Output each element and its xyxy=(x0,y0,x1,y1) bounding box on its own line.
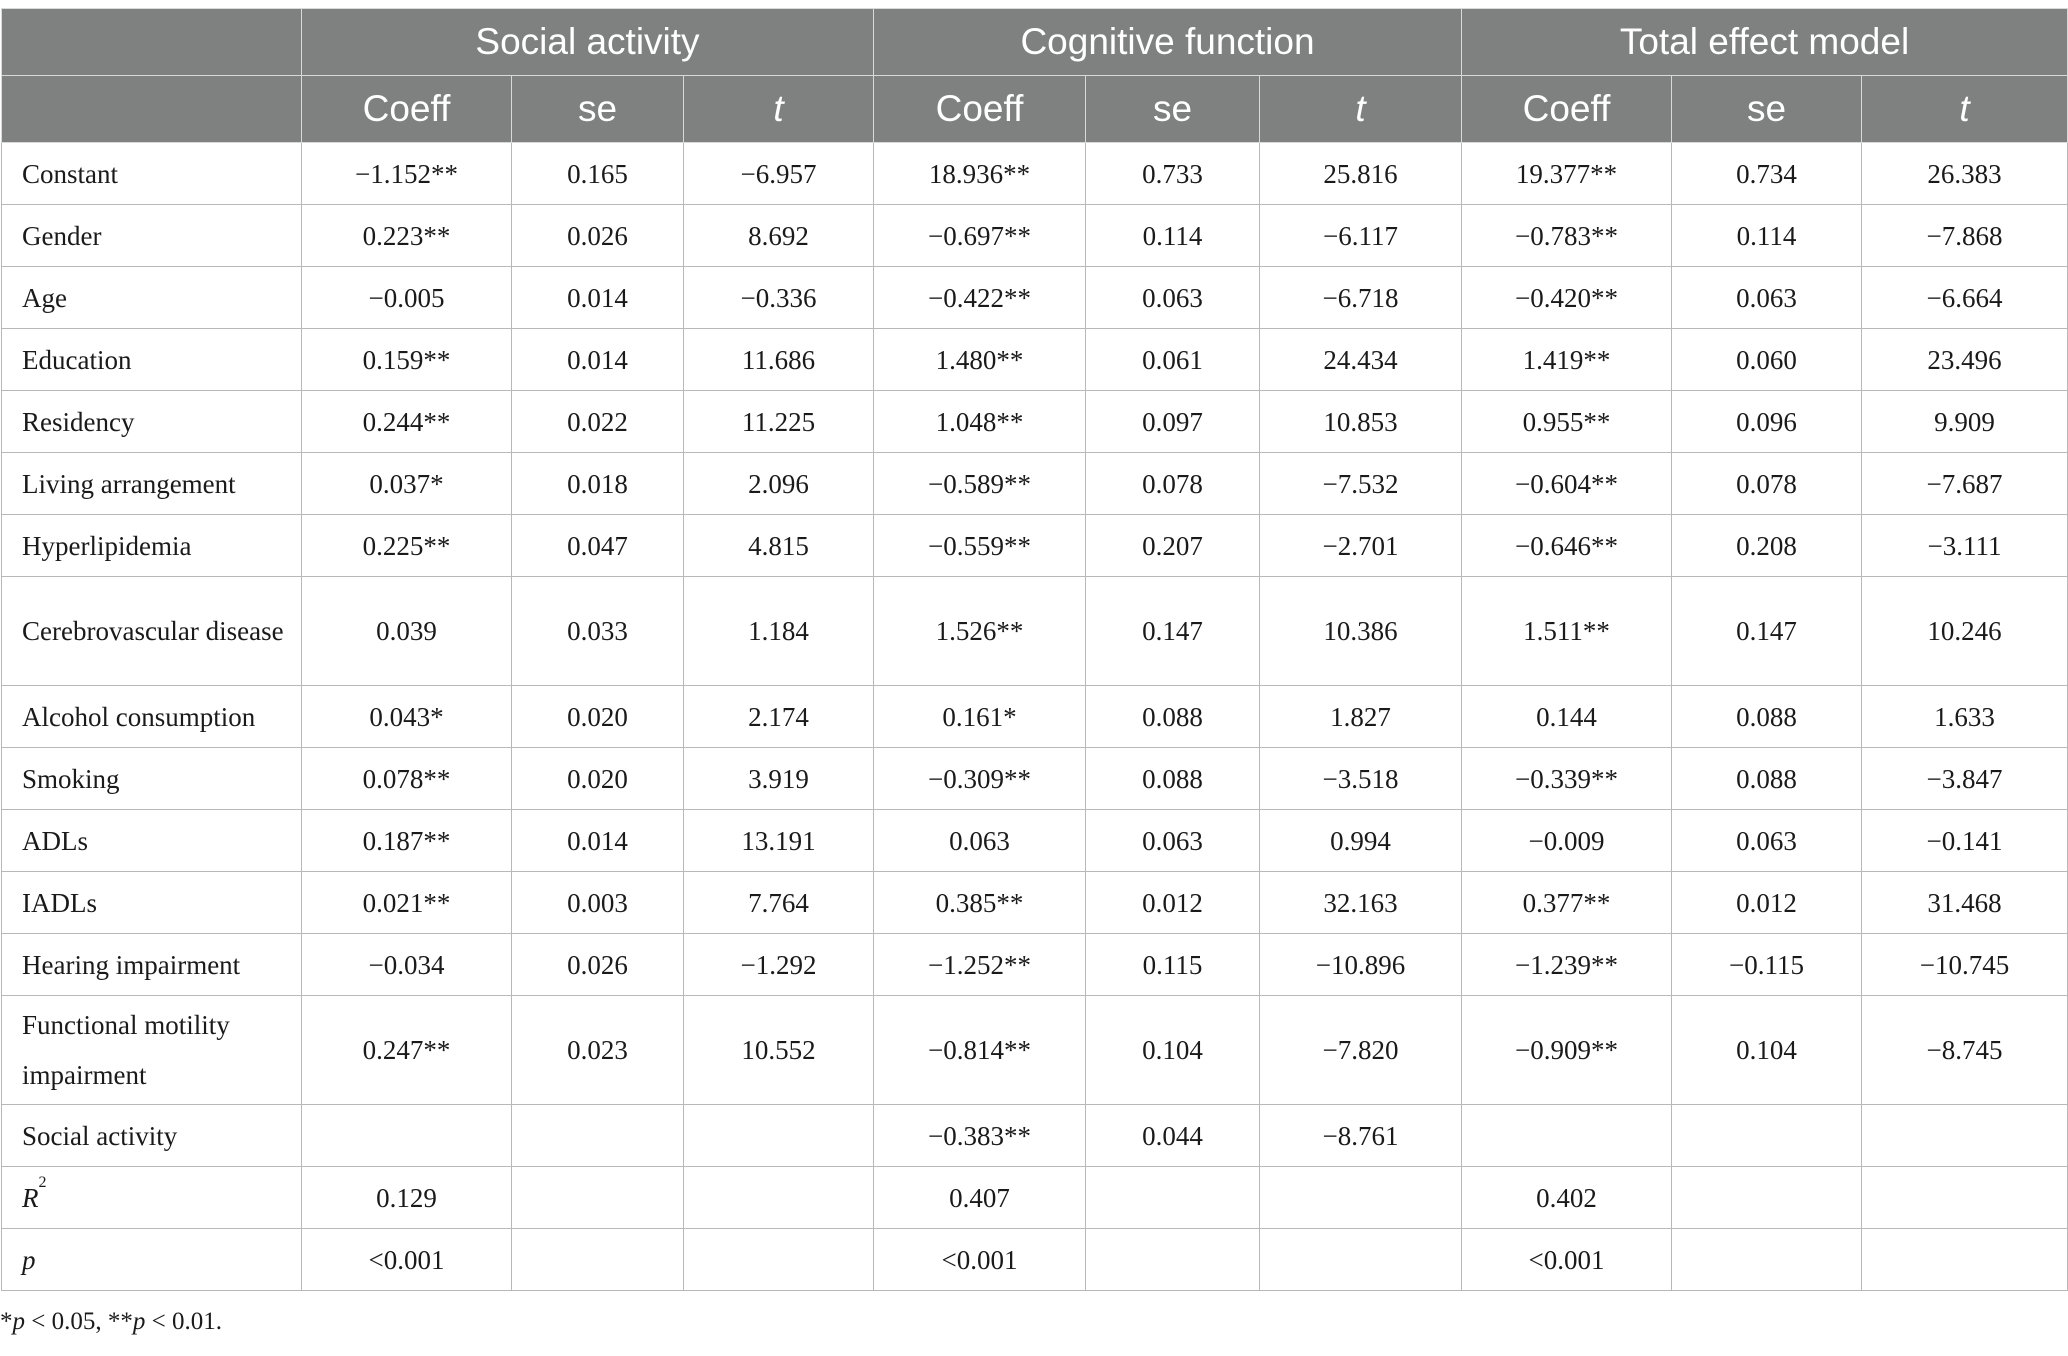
row-label: Living arrangement xyxy=(2,453,302,515)
footnote-part: p xyxy=(12,1308,25,1335)
table-row xyxy=(2,143,2068,205)
table-cell: −3.518 xyxy=(1260,748,1462,810)
table-cell xyxy=(1086,1167,1260,1229)
table-cell: −0.141 xyxy=(1862,810,2068,872)
table-cell: −1.239** xyxy=(1462,934,1672,996)
table-cell: 0.096 xyxy=(1672,391,1862,453)
table-cell xyxy=(1862,1167,2068,1229)
table-cell: 10.246 xyxy=(1862,577,2068,686)
col-header-t: t xyxy=(684,76,874,143)
table-cell: 0.063 xyxy=(1086,810,1260,872)
table-cell: 0.159** xyxy=(302,329,512,391)
table-cell xyxy=(684,1167,874,1229)
table-cell: 0.207 xyxy=(1086,515,1260,577)
col-header-coeff: Coeff xyxy=(874,76,1086,143)
table-cell xyxy=(512,1229,684,1291)
table-cell: 0.063 xyxy=(1672,810,1862,872)
table-cell: −0.383** xyxy=(874,1105,1086,1167)
table-cell: <0.001 xyxy=(302,1229,512,1291)
table-cell: 0.022 xyxy=(512,391,684,453)
table-cell: −3.847 xyxy=(1862,748,2068,810)
row-label: Cerebrovascular disease xyxy=(2,577,302,686)
table-cell: 0.114 xyxy=(1086,205,1260,267)
row-label: Hyperlipidemia xyxy=(2,515,302,577)
table-row xyxy=(2,577,2068,686)
table-cell: 0.037* xyxy=(302,453,512,515)
table-cell: −6.664 xyxy=(1862,267,2068,329)
table-cell: 0.043* xyxy=(302,686,512,748)
corner-cell xyxy=(2,76,302,143)
table-row xyxy=(2,810,2068,872)
table-cell: 1.419** xyxy=(1462,329,1672,391)
corner-cell xyxy=(2,9,302,76)
table-cell: 10.552 xyxy=(684,996,874,1105)
table-row xyxy=(2,934,2068,996)
table-cell: 2.174 xyxy=(684,686,874,748)
table-cell xyxy=(1086,1229,1260,1291)
table-cell: 0.147 xyxy=(1086,577,1260,686)
table-cell: 0.012 xyxy=(1086,872,1260,934)
col-header-coeff: Coeff xyxy=(1462,76,1672,143)
table-cell: −0.559** xyxy=(874,515,1086,577)
table-cell xyxy=(1862,1229,2068,1291)
table-cell: 2.096 xyxy=(684,453,874,515)
row-label: Smoking xyxy=(2,748,302,810)
table-cell: 0.088 xyxy=(1086,686,1260,748)
table-cell: −0.309** xyxy=(874,748,1086,810)
group-header: Cognitive function xyxy=(874,9,1462,76)
table-cell xyxy=(1672,1105,1862,1167)
table-cell: 24.434 xyxy=(1260,329,1462,391)
row-label: Functional motility impairment xyxy=(2,996,302,1105)
table-row xyxy=(2,329,2068,391)
table-cell: 0.733 xyxy=(1086,143,1260,205)
col-header-coeff: Coeff xyxy=(302,76,512,143)
table-cell: <0.001 xyxy=(1462,1229,1672,1291)
table-cell: −0.034 xyxy=(302,934,512,996)
table-cell: 18.936** xyxy=(874,143,1086,205)
table-cell: 0.014 xyxy=(512,329,684,391)
table-cell xyxy=(1862,1105,2068,1167)
table-cell xyxy=(1462,1105,1672,1167)
table-row xyxy=(2,996,2068,1105)
table-cell: 0.021** xyxy=(302,872,512,934)
table-cell: 1.526** xyxy=(874,577,1086,686)
table-cell: 0.734 xyxy=(1672,143,1862,205)
table-cell: 0.187** xyxy=(302,810,512,872)
table-cell xyxy=(302,1105,512,1167)
table-cell xyxy=(512,1105,684,1167)
footnote-part: < 0.05, ** xyxy=(25,1308,133,1335)
table-cell: 0.003 xyxy=(512,872,684,934)
table-cell: 0.014 xyxy=(512,810,684,872)
row-label-main: R xyxy=(22,1182,39,1213)
table-cell xyxy=(1260,1167,1462,1229)
table-cell: 0.088 xyxy=(1672,686,1862,748)
table-cell: 0.225** xyxy=(302,515,512,577)
group-header-row xyxy=(2,9,2068,76)
table-cell xyxy=(1672,1167,1862,1229)
table-cell: −0.783** xyxy=(1462,205,1672,267)
table-cell: 11.686 xyxy=(684,329,874,391)
table-cell: −0.814** xyxy=(874,996,1086,1105)
table-cell: −8.761 xyxy=(1260,1105,1462,1167)
table-cell: −8.745 xyxy=(1862,996,2068,1105)
table-row xyxy=(2,872,2068,934)
row-label: p xyxy=(2,1229,302,1291)
table-cell: 0.012 xyxy=(1672,872,1862,934)
table-cell: −0.589** xyxy=(874,453,1086,515)
sub-header-row xyxy=(2,76,2068,143)
table-cell: −0.420** xyxy=(1462,267,1672,329)
table-row xyxy=(2,515,2068,577)
footnote-part: * xyxy=(0,1308,13,1335)
table-cell xyxy=(1260,1229,1462,1291)
table-cell: −6.718 xyxy=(1260,267,1462,329)
row-label-superscript: 2 xyxy=(38,1173,47,1191)
row-label: ADLs xyxy=(2,810,302,872)
table-cell: 1.511** xyxy=(1462,577,1672,686)
row-label: Constant xyxy=(2,143,302,205)
table-cell: 32.163 xyxy=(1260,872,1462,934)
col-header-se: se xyxy=(1672,76,1862,143)
table-cell: 0.061 xyxy=(1086,329,1260,391)
table-cell: 0.026 xyxy=(512,205,684,267)
table-cell: 23.496 xyxy=(1862,329,2068,391)
table-cell: −3.111 xyxy=(1862,515,2068,577)
table-cell: −10.745 xyxy=(1862,934,2068,996)
footnote-part: p xyxy=(132,1308,146,1335)
group-header: Total effect model xyxy=(1462,9,2068,76)
table-cell: 19.377** xyxy=(1462,143,1672,205)
table-cell: 0.223** xyxy=(302,205,512,267)
table-cell: −0.646** xyxy=(1462,515,1672,577)
regression-table xyxy=(1,8,2068,1291)
table-cell: 25.816 xyxy=(1260,143,1462,205)
table-cell: 1.633 xyxy=(1862,686,2068,748)
table-cell: −2.701 xyxy=(1260,515,1462,577)
table-cell: 0.377** xyxy=(1462,872,1672,934)
table-cell: −0.005 xyxy=(302,267,512,329)
table-cell: 0.402 xyxy=(1462,1167,1672,1229)
table-cell: −1.292 xyxy=(684,934,874,996)
table-cell: 9.909 xyxy=(1862,391,2068,453)
table-cell: 10.853 xyxy=(1260,391,1462,453)
table-cell: −7.687 xyxy=(1862,453,2068,515)
table-cell: 13.191 xyxy=(684,810,874,872)
table-cell: 0.063 xyxy=(874,810,1086,872)
table-cell: 0.114 xyxy=(1672,205,1862,267)
table-cell: 4.815 xyxy=(684,515,874,577)
table-cell: 1.480** xyxy=(874,329,1086,391)
table-cell: 0.060 xyxy=(1672,329,1862,391)
table-cell: 1.184 xyxy=(684,577,874,686)
table-cell xyxy=(684,1105,874,1167)
table-row xyxy=(2,748,2068,810)
table-cell: −0.009 xyxy=(1462,810,1672,872)
col-header-t: t xyxy=(1862,76,2068,143)
table-footnote xyxy=(0,1308,222,1336)
row-label: Residency xyxy=(2,391,302,453)
table-row xyxy=(2,1229,2068,1291)
table-cell: 0.161* xyxy=(874,686,1086,748)
table-cell: 0.088 xyxy=(1672,748,1862,810)
table-cell: 11.225 xyxy=(684,391,874,453)
table-cell xyxy=(684,1229,874,1291)
table-cell: 7.764 xyxy=(684,872,874,934)
table-cell: 0.063 xyxy=(1086,267,1260,329)
table-cell: 0.020 xyxy=(512,748,684,810)
table-cell: 0.104 xyxy=(1672,996,1862,1105)
row-label: Age xyxy=(2,267,302,329)
table-cell: 0.088 xyxy=(1086,748,1260,810)
table-cell: 0.097 xyxy=(1086,391,1260,453)
row-label xyxy=(2,1167,302,1229)
group-header: Social activity xyxy=(302,9,874,76)
table-row xyxy=(2,267,2068,329)
table-cell: 0.955** xyxy=(1462,391,1672,453)
table-row xyxy=(2,1105,2068,1167)
table-cell: −0.697** xyxy=(874,205,1086,267)
table-row xyxy=(2,1167,2068,1229)
table-row xyxy=(2,391,2068,453)
table-cell xyxy=(1672,1229,1862,1291)
table-cell: −6.957 xyxy=(684,143,874,205)
table-cell xyxy=(512,1167,684,1229)
table-cell: 1.827 xyxy=(1260,686,1462,748)
table-cell: 0.078 xyxy=(1086,453,1260,515)
table-cell: −0.422** xyxy=(874,267,1086,329)
table-row xyxy=(2,686,2068,748)
table-cell: 0.144 xyxy=(1462,686,1672,748)
table-row xyxy=(2,453,2068,515)
table-cell: −7.820 xyxy=(1260,996,1462,1105)
table-cell: −1.152** xyxy=(302,143,512,205)
col-header-se: se xyxy=(512,76,684,143)
table-cell: 0.385** xyxy=(874,872,1086,934)
table-cell: 0.026 xyxy=(512,934,684,996)
table-cell: 0.063 xyxy=(1672,267,1862,329)
table-cell: 0.247** xyxy=(302,996,512,1105)
table-cell: 0.044 xyxy=(1086,1105,1260,1167)
table-cell: 0.018 xyxy=(512,453,684,515)
table-cell: 31.468 xyxy=(1862,872,2068,934)
table-cell: −0.604** xyxy=(1462,453,1672,515)
col-header-t: t xyxy=(1260,76,1462,143)
table-cell: 0.047 xyxy=(512,515,684,577)
table-cell: 0.244** xyxy=(302,391,512,453)
table-cell: 0.020 xyxy=(512,686,684,748)
table-cell: −0.336 xyxy=(684,267,874,329)
table-cell: 0.165 xyxy=(512,143,684,205)
row-label: Education xyxy=(2,329,302,391)
row-label: Alcohol consumption xyxy=(2,686,302,748)
table-row xyxy=(2,205,2068,267)
table-cell: −0.115 xyxy=(1672,934,1862,996)
footnote-part: < 0.01. xyxy=(145,1308,222,1335)
table-cell: 1.048** xyxy=(874,391,1086,453)
table-cell: 0.039 xyxy=(302,577,512,686)
table-cell: 0.994 xyxy=(1260,810,1462,872)
row-label: Social activity xyxy=(2,1105,302,1167)
table-cell: 0.407 xyxy=(874,1167,1086,1229)
table-cell: 3.919 xyxy=(684,748,874,810)
table-cell: −0.339** xyxy=(1462,748,1672,810)
table-cell: 26.383 xyxy=(1862,143,2068,205)
row-label: Gender xyxy=(2,205,302,267)
table-cell: 0.078 xyxy=(1672,453,1862,515)
table-cell: 0.078** xyxy=(302,748,512,810)
col-header-se: se xyxy=(1086,76,1260,143)
table-cell: −1.252** xyxy=(874,934,1086,996)
table-cell: 0.014 xyxy=(512,267,684,329)
row-label: Hearing impairment xyxy=(2,934,302,996)
table-cell: <0.001 xyxy=(874,1229,1086,1291)
table-cell: 0.147 xyxy=(1672,577,1862,686)
table-cell: 8.692 xyxy=(684,205,874,267)
table-cell: −6.117 xyxy=(1260,205,1462,267)
table-cell: −7.868 xyxy=(1862,205,2068,267)
table-cell: 0.033 xyxy=(512,577,684,686)
table-cell: 0.129 xyxy=(302,1167,512,1229)
table-cell: −7.532 xyxy=(1260,453,1462,515)
table-cell: 0.115 xyxy=(1086,934,1260,996)
table-cell: −0.909** xyxy=(1462,996,1672,1105)
table-cell: 0.023 xyxy=(512,996,684,1105)
table-cell: 0.104 xyxy=(1086,996,1260,1105)
table-cell: −10.896 xyxy=(1260,934,1462,996)
table-cell: 10.386 xyxy=(1260,577,1462,686)
table-cell: 0.208 xyxy=(1672,515,1862,577)
table-body xyxy=(2,143,2068,1291)
row-label: IADLs xyxy=(2,872,302,934)
